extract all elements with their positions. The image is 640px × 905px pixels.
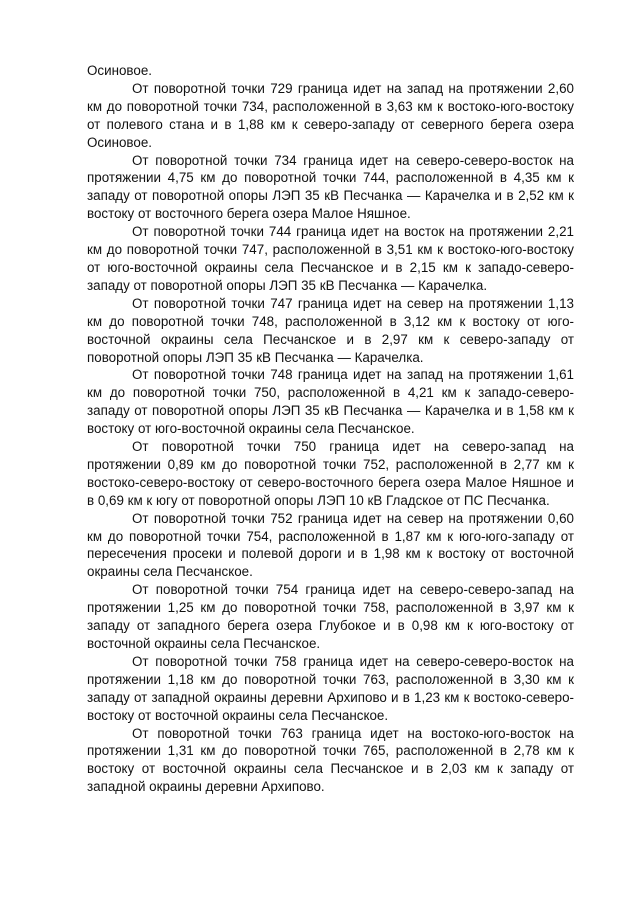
paragraph-point-763: От поворотной точки 763 граница идет на востоко-юго-восток на протяжении 1,31 км до поворотной точки 765, расположенной в 2,78 км к востоку от восточной окраины села Песчанское и в 2,03 км к западу от западной окраины деревни Архипово. (87, 725, 574, 795)
paragraph-point-747: От поворотной точки 747 граница идет на север на протяжении 1,13 км до поворотной точки 748, расположенной в 3,12 км к востоку от юго-восточной окраины села Песчанское и в 2,97 км к северо-западу от поворотной опоры ЛЭП 35 кВ Песчанка — Карачелка. (87, 295, 574, 365)
paragraph-point-750: От поворотной точки 750 граница идет на северо-запад на протяжении 0,89 км до поворотной точки 752, расположенной в 2,77 км к востоко-северо-востоку от северо-восточного берега озера Малое Няшное и в 0,69 км к югу от поворотной опоры ЛЭП 10 кВ Гладское от ПС Песчанка. (87, 439, 574, 508)
paragraph-point-758: От поворотной точки 758 граница идет на северо-северо-восток на протяжении 1,18 км до поворотной точки 763, расположенной в 3,30 км к западу от западной окраины деревни Архипово и в 1,23 км к востоко-северо-востоку от восточной окраины села Песчанское. (87, 653, 574, 723)
paragraph-point-754: От поворотной точки 754 граница идет на северо-северо-запад на протяжении 1,25 км до поворотной точки 758, расположенной в 3,97 км к западу от западного берега озера Глубокое и в 0,98 км к юго-востоку от восточной окраины села Песчанское. (87, 582, 574, 651)
document-page (87, 62, 574, 796)
paragraph-point-752: От поворотной точки 752 граница идет на север на протяжении 0,60 км до поворотной точки 754, расположенной в 1,87 км к юго-юго-западу от пересечения просеки и полевой дороги и в 1,98 км к востоку от восточной окраины села Песчанское. (87, 510, 574, 580)
paragraph-point-748: От поворотной точки 748 граница идет на запад на протяжении 1,61 км до поворотной точки 750, расположенной в 4,21 км к западо-северо-западу от поворотной опоры ЛЭП 35 кВ Песчанка — Карачелка и в 1,58 км к востоку от юго-восточной окраины села Песчанское. (87, 367, 574, 437)
paragraph-point-744: От поворотной точки 744 граница идет на восток на протяжении 2,21 км до поворотной точки 747, расположенной в 3,51 км к востоко-юго-востоку от юго-восточной окраины села Песчанское и в 2,15 км к западо-северо-западу от поворотной опоры ЛЭП 35 кВ Песчанка — Карачелка. (87, 224, 574, 293)
paragraph-continuation: Осиновое. (87, 63, 153, 78)
paragraph-point-729: От поворотной точки 729 граница идет на запад на протяжении 2,60 км до поворотной точки 734, расположенной в 3,63 км к востоко-юго-востоку от полевого стана и в 1,88 км к северо-западу от северного берега озера Осиновое. (87, 80, 574, 150)
paragraph-point-734: От поворотной точки 734 граница идет на северо-северо-восток на протяжении 4,75 км до поворотной точки 744, расположенной в 4,35 км к западу от поворотной опоры ЛЭП 35 кВ Песчанка — Карачелка и в 2,52 км к востоку от восточного берега озера Малое Няшное. (87, 152, 574, 222)
